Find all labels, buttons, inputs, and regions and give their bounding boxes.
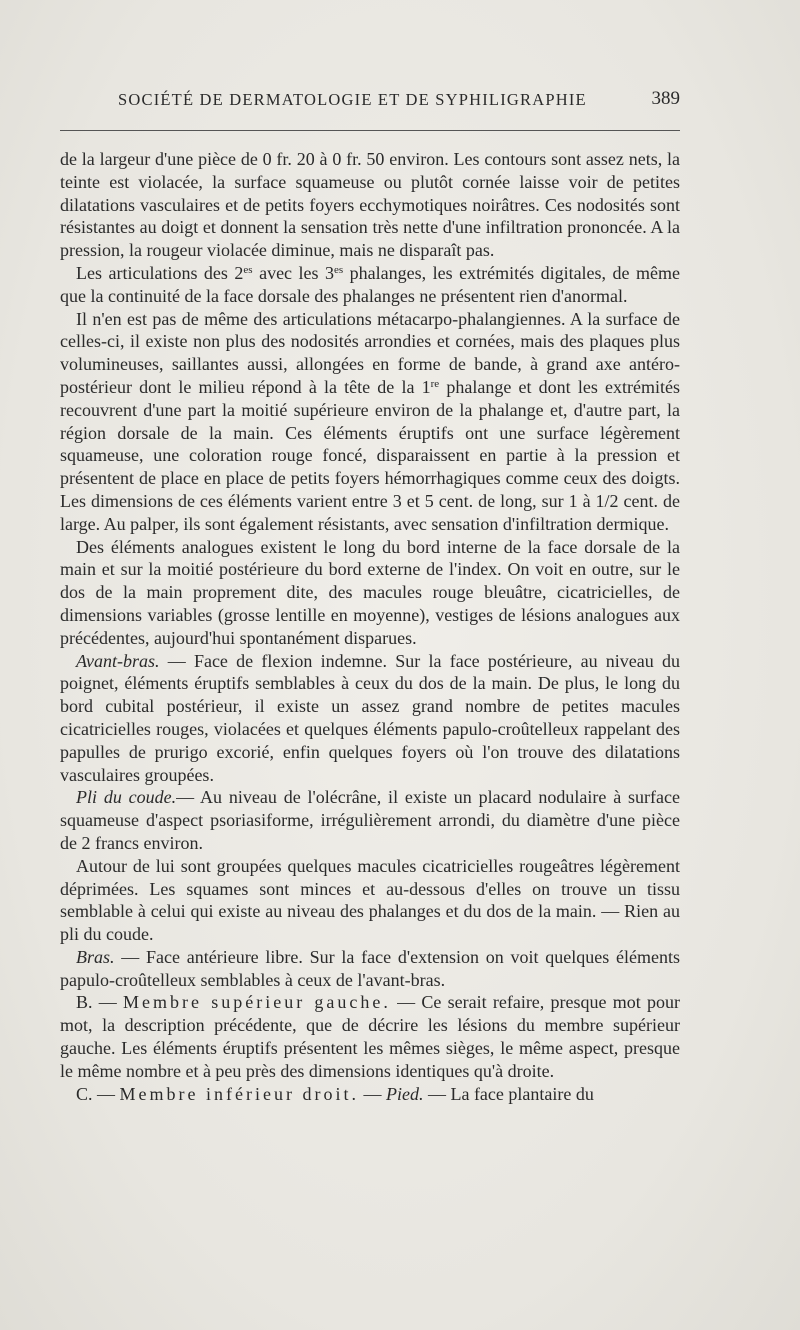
paragraph-3-part-b: phalange et dont les extrémités recouvrent d'une part la moitié supérieure environ de la phalange et, d'autre part, la région dorsale de la main. Ces éléments éruptifs ont une surface légèrement squameuse, une coloration rouge foncé, disparaissent en partie à la pression et présentent de place en place de petits foyers hémorrhagiques comme ceux des doigts. Les dimensions de ces éléments varient entre 3 et 5 cent. de long, sur 1 à 1/2 cent. de large. Au palper, ils sont également résistants, avec sensation d'infiltration dermique. [60,376,680,534]
section-label-pli-du-coude: Pli du coude. [76,787,177,808]
paragraph-7: Autour de lui sont groupées quelques macules cicatricielles rougeâtres légèrement déprimées. Les squames sont minces et au-dessous d'elles on trouve un tissu semblable à celui qui existe au niveau des phalanges et du dos de la main. — Rien au pli du coude. [60,855,680,945]
paragraph-2-part-b: avec les 3 [252,262,335,283]
paragraph-8-text: — Face antérieure libre. Sur la face d'extension on voit quelques éléments papulo-croûtelleux semblables à ceux de l'avant-bras. [60,946,680,990]
paragraph-2 [60,262,680,308]
running-title: SOCIÉTÉ DE DERMATOLOGIE ET DE SYPHILIGRAPHIE [118,90,587,109]
section-label-bras: Bras. [76,946,115,967]
superscript-es-1: es [243,263,253,276]
paragraph-10 [60,1083,680,1106]
paragraph-1: de la largeur d'une pièce de 0 fr. 20 à 0 fr. 50 environ. Les contours sont assez nets, la teinte est violacée, la surface squameuse ou plutôt cornée laisse voir de petites dilatations vasculaires et de petits foyers ecchymotiques noirâtres. Ces nodosités sont résistantes au doigt et donnent la sensation très nette d'une infiltration prononcée. A la pression, la rougeur violacée diminue, mais ne disparaît pas. [60,149,680,261]
paragraph-5 [60,650,680,787]
paragraph-4: Des éléments analogues existent le long du bord interne de la face dorsale de la main et sur la moitié postérieure du bord externe de l'index. On voit en outre, sur le dos de la main proprement dite, des macules rouge bleuâtre, cicatricielles, de dimensions variables (grosse lentille en moyenne), vestiges de lésions analogues aux précédentes, aujourd'hui spontanément disparues. [60,536,680,648]
page-number: 389 [651,88,680,109]
paragraph-9 [60,991,680,1082]
paragraph-5-text: — Face de flexion indemne. Sur la face postérieure, au niveau du poignet, éléments éruptifs semblables à ceux du dos de la main. De plus, le long du bord cubital postérieur, il existe un assez grand nombre de petites macules cicatricielles rouges, violacées et quelques éléments papulo-croûtelleux rappelant des papulles de prurigo excorié, enfin quelques foyers où l'on trouve des dilatations vasculaires groupées. [60,650,680,785]
paragraph-2-part-c: phalanges, les extrémités digitales, de même que la continuité de la face dorsale des phalanges ne présentent rien d'anormal. [60,262,680,306]
paragraph-6 [60,786,680,854]
paragraph-6-text: — Au niveau de l'olécrâne, il existe un placard nodulaire à surface squameuse d'aspect psoriasiforme, irrégulièrement arrondi, du diamètre d'une pièce de 2 francs environ. [60,787,680,853]
header-rule [60,130,680,131]
paragraph-10-text: — La face plantaire du [423,1083,594,1104]
superscript-es-2: es [334,263,344,276]
paragraph-9-prefix: B. — [76,992,123,1013]
paragraph-10-separator: — [358,1083,386,1104]
paragraph-10-prefix: C. — [76,1083,120,1104]
paragraph-8 [60,946,680,992]
section-label-membre-superieur-gauche: Membre supérieur gauche. [123,992,391,1013]
paragraph-9-text: — Ce serait refaire, presque mot pour mot, la description précédente, que de décrire les lésions du membre supérieur gauche. Les éléments éruptifs présentent les mêmes sièges, le même aspect, presque le même nombre et à peu près des dimensions identiques qu'à droite. [60,992,680,1081]
section-label-membre-inferieur-droit: Membre inférieur droit. [119,1083,359,1104]
paragraph-3-part-a: Il n'en est pas de même des articulations métacarpo-phalangiennes. A la surface de celles-ci, il existe non plus des nodosités arrondies et cornées, mais des plaques plus volumineuses, saillantes aussi, allongées en forme de bande, à grand axe antéro-postérieur dont le milieu répond à la tête de la 1 [60,308,680,397]
section-label-pied: Pied. [385,1083,424,1104]
paragraph-2-part-a: Les articulations des 2 [76,262,244,283]
superscript-re: re [430,377,440,390]
section-label-avant-bras: Avant-bras. [76,650,160,671]
body-text [60,148,680,1105]
running-head [60,90,680,114]
paragraph-3 [60,308,680,536]
